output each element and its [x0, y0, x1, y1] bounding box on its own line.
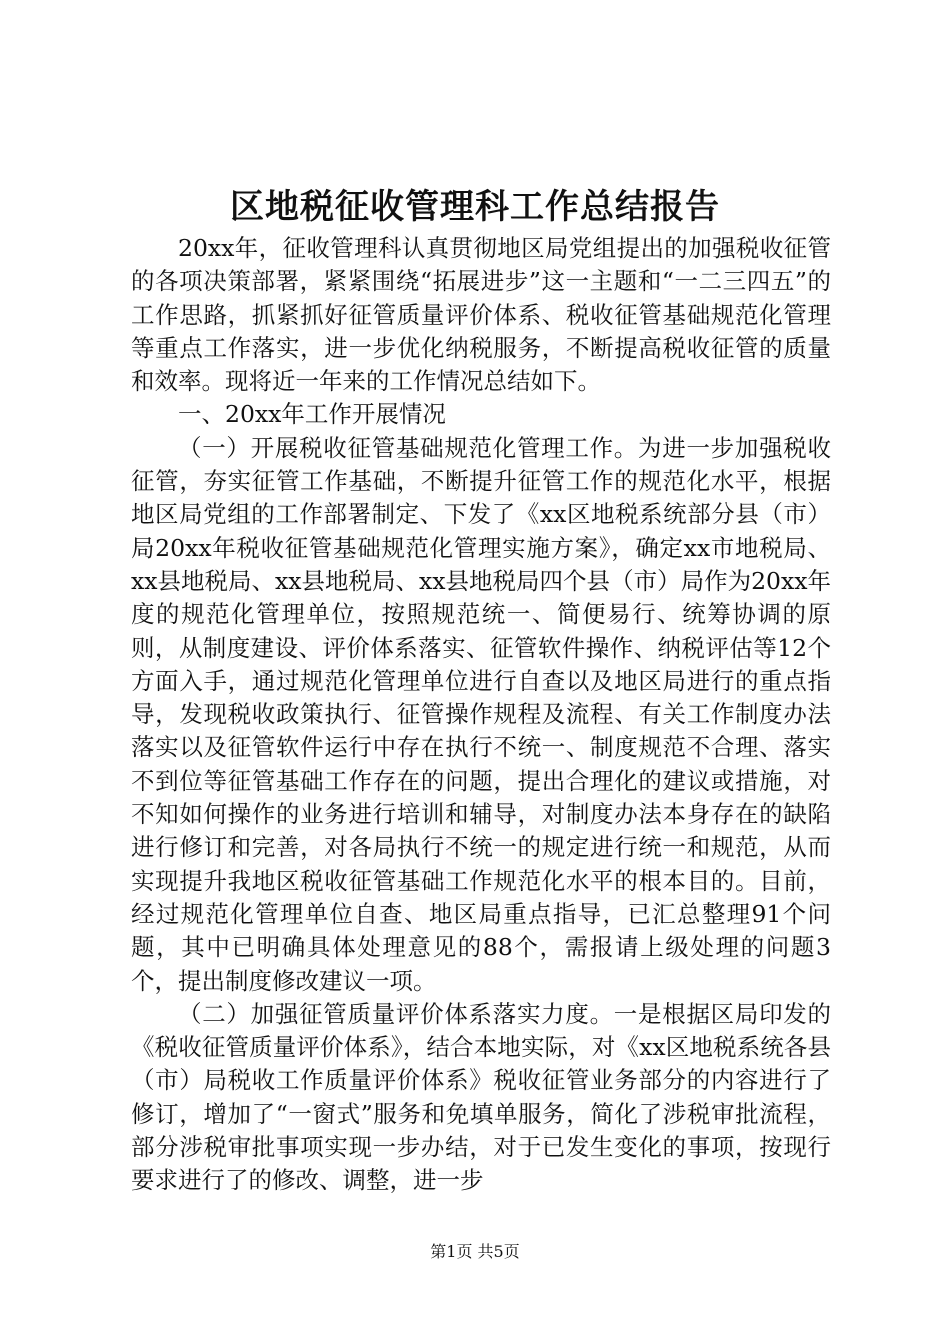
document-body: [131, 232, 831, 1198]
paragraph-section-1-1: （一）开展税收征管基础规范化管理工作。为进一步加强税收征管，夯实征管工作基础，不断提升征管工作的规范化水平，根据地区局党组的工作部署制定、下发了《xx区地税系统部分县（市）局20xx年税收征管基础规范化管理实施方案》，确定xx市地税局、xx县地税局、xx县地税局、xx县地税局四个县（市）局作为20xx年度的规范化管理单位，按照规范统一、简便易行、统筹协调的原则，从制度建设、评价体系落实、征管软件操作、纳税评估等12个方面入手，通过规范化管理单位进行自查以及地区局进行的重点指导，发现税收政策执行、征管操作规程及流程、有关工作制度办法落实以及征管软件运行中存在执行不统一、制度规范不合理、落实不到位等征管基础工作存在的问题，提出合理化的建议或措施，对不知如何操作的业务进行培训和辅导，对制度办法本身存在的缺陷进行修订和完善，对各局执行不统一的规定进行统一和规范，从而实现提升我地区税收征管基础工作规范化水平的根本目的。目前，经过规范化管理单位自查、地区局重点指导，已汇总整理91个问题，其中已明确具体处理意见的88个，需报请上级处理的问题3个，提出制度修改建议一项。: [131, 433, 831, 995]
paragraph-intro: 20xx年，征收管理科认真贯彻地区局党组提出的加强税收征管的各项决策部署，紧紧围绕“拓展进步”这一主题和“一二三四五”的工作思路，抓紧抓好征管质量评价体系、税收征管基础规范化管理等重点工作落实，进一步优化纳税服务，不断提高税收征管的质量和效率。现将近一年来的工作情况总结如下。: [131, 234, 831, 396]
document-title: 区地税征收管理科工作总结报告: [230, 187, 720, 227]
page-number-footer: 第1页 共5页: [430, 1242, 520, 1261]
section-heading-1: 一、20xx年工作开展情况: [178, 400, 446, 429]
paragraph-section-1-2: （二）加强征管质量评价体系落实力度。一是根据区局印发的《税收征管质量评价体系》，结合本地实际，对《xx区地税系统各县（市）局税收工作质量评价体系》税收征管业务部分的内容进行了修订，增加了“一窗式”服务和免填单服务，简化了涉税审批流程，部分涉税审批事项实现一步办结，对于已发生变化的事项，按现行要求进行了的修改、调整，进一步: [131, 999, 831, 1195]
